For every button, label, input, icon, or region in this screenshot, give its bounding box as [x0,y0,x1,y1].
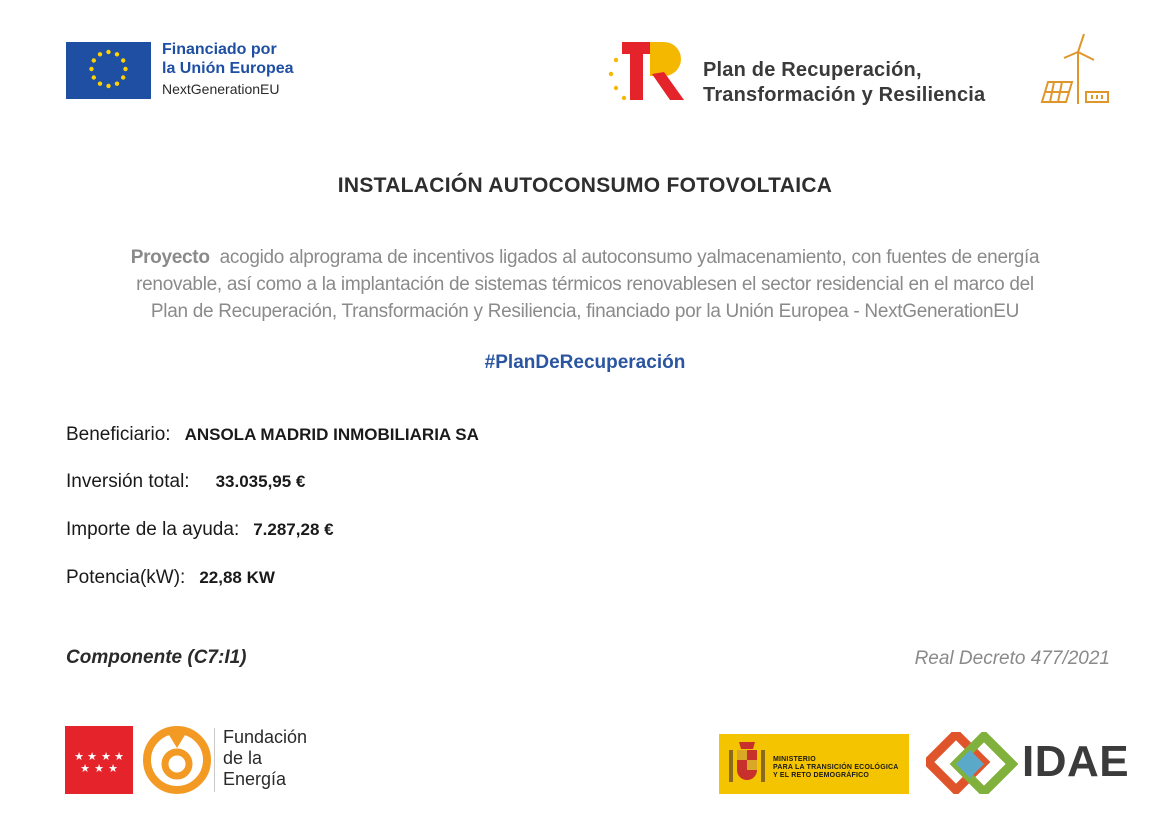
prtr-logo-text [703,58,985,108]
description-line-2: renovable, así como a la implantación de sistemas térmicos renovablesen el sector residencial en el marco del [136,274,1034,295]
ayuda-row [66,519,334,541]
fundacion-line-2: de la [223,748,263,768]
page-title: INSTALACIÓN AUTOCONSUMO FOTOVOLTAICA [337,174,833,197]
svg-text:★: ★ [74,750,84,763]
fundacion-line-1: Fundación [223,727,308,747]
svg-text:★: ★ [108,762,118,775]
fundacion-divider [214,728,215,792]
ministerio-logo [719,734,909,794]
idae-wordmark: IDAE [1022,737,1130,786]
description-line-1: acogido alprograma de incentivos ligados al autoconsumo yalmacenamiento, con fuentes de energía [219,247,1040,268]
componente: Componente (C7:I1) [66,647,247,668]
ministerio-text [773,756,899,780]
inversion-value: 33.035,95 € [215,472,306,491]
eu-line-2: la Unión Europea [162,60,294,78]
beneficiario-value: ANSOLA MADRID INMOBILIARIA SA [184,425,479,444]
eu-flag-logo [66,42,151,99]
beneficiario-row [66,424,479,446]
project-description [60,244,1110,325]
ministerio-line-1: MINISTERIO [773,756,816,763]
fundacion-text [223,727,307,790]
potencia-row [66,567,275,589]
eu-stars-icon [66,42,151,99]
ministerio-line-2: PARA LA TRANSICIÓN ECOLÓGICA [773,764,899,771]
inversion-row [66,471,305,493]
wind-solar-icon [1034,32,1112,108]
inversion-label: Inversión total: [66,471,190,492]
fundacion-line-3: Energía [223,769,287,789]
fundacion-energia-icon [142,724,212,794]
description-line-3: Plan de Recuperación, Transformación y Resiliencia, financiado por la Unión Europea - NextGenerationEU [150,301,1020,322]
prtr-line-2: Transformación y Resiliencia [703,84,986,106]
idae-icon [926,732,1018,794]
ministerio-line-3: Y EL RETO DEMOGRÁFICO [773,772,869,779]
potencia-label: Potencia(kW): [66,567,186,588]
prtr-logo-mark [606,40,686,104]
svg-text:★: ★ [114,750,124,763]
eu-line-3: NextGenerationEU [162,81,280,98]
svg-text:★: ★ [87,750,97,763]
ayuda-value: 7.287,28 € [253,520,334,539]
svg-text:★: ★ [101,750,111,763]
real-decreto: Real Decreto 477/2021 [914,648,1110,669]
madrid-stars-icon [65,726,133,794]
eu-line-1: Financiado por [162,41,277,58]
svg-text:★: ★ [94,762,104,775]
hashtag: #PlanDeRecuperación [484,352,686,373]
description-lead: Proyecto [130,247,210,268]
spain-shield-icon [727,740,767,788]
potencia-value: 22,88 KW [199,568,275,587]
beneficiario-label: Beneficiario: [66,424,171,445]
svg-text:★: ★ [80,762,90,775]
prtr-line-1: Plan de Recuperación, [703,59,922,81]
ayuda-label: Importe de la ayuda: [66,519,240,540]
eu-logo-text [162,40,294,98]
